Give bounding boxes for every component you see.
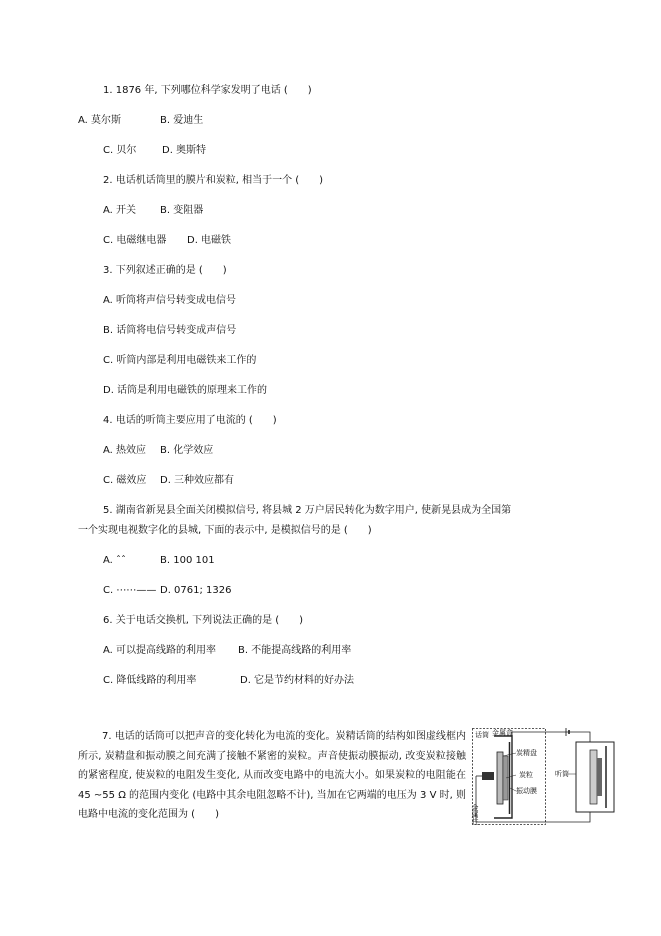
q6-option-d: D. 它是节约材料的好办法 — [240, 675, 355, 686]
label-huatong: 话筒 — [475, 731, 489, 739]
q1-option-b: B. 爱迪生 — [160, 115, 204, 126]
q6-stem: 6. 关于电话交换机, 下列说法正确的是 ( ) — [103, 615, 304, 626]
label-jinshuzhu: 金属柱 — [471, 804, 479, 825]
label-tanjingpan: 炭精盘 — [516, 749, 537, 757]
carbon-granules — [503, 756, 508, 800]
q5-option-b: B. 100 101 — [160, 555, 215, 566]
q4-option-b: B. 化学效应 — [160, 445, 214, 456]
q3-stem: 3. 下列叙述正确的是 ( ) — [103, 265, 227, 276]
q3-option-a: A. 听筒将声信号转变成电信号 — [103, 295, 237, 306]
earpiece-coil — [597, 758, 602, 796]
q1-stem: 1. 1876 年, 下列哪位科学家发明了电话 ( ) — [103, 85, 312, 96]
q7-text: 7. 电话的话筒可以把声音的变化转化为电流的变化。炭精话筒的结构如图虚线框内所示, 炭精盘和振动膜之间充满了接触不紧密的炭粒。声音使振动膜振动, 改变炭粒接触的紧密程度, 使炭粒的电阻发生变化, 从而改变电路中的电流大小。如果炭粒的电阻能在 45 ~55 Ω 的范围内变化 (电路中其余电阻忽略不计), 当加在它两端的电压为 3 V 时, 则电路中电流的变化范围为 ( ) — [78, 731, 466, 820]
earpiece-magnet — [590, 750, 597, 804]
q2-option-b: B. 变阻器 — [160, 205, 204, 216]
q3-option-d: D. 话筒是利用电磁铁的原理来工作的 — [103, 385, 268, 396]
q6-option-b: B. 不能提高线路的利用率 — [238, 645, 352, 656]
q6-option-c: C. 降低线路的利用率 — [103, 675, 197, 686]
carbon-disc — [497, 752, 503, 804]
q1-option-a: A. 莫尔斯 — [78, 115, 122, 126]
q5-option-d: D. 0761; 1326 — [160, 585, 232, 596]
q5-stem-line2: 一个实现电视数字化的县城, 下面的表示中, 是模拟信号的是 ( ) — [78, 525, 372, 536]
label-tanli: 炭粒 — [519, 771, 533, 779]
label-tingtong: 听筒 — [555, 770, 569, 778]
q6-option-a: A. 可以提高线路的利用率 — [103, 645, 217, 656]
q4-option-d: D. 三种效应都有 — [160, 475, 235, 486]
q5-stem-line1: 5. 湖南省新晃县全面关闭模拟信号, 将县城 2 万户居民转化为数字用户, 使新晃县成为全国第 — [103, 505, 512, 516]
q2-option-a: A. 开关 — [103, 205, 137, 216]
q5-option-c: C. ⋯⋯—— — [103, 585, 157, 596]
q1-option-c: C. 贝尔 — [103, 145, 137, 156]
q5-option-a: A. ˆˆ — [103, 555, 127, 566]
circuit-wire-top — [512, 732, 590, 742]
q4-stem: 4. 电话的听筒主要应用了电流的 ( ) — [103, 415, 277, 426]
q2-option-c: C. 电磁继电器 — [103, 235, 167, 246]
q4-option-a: A. 热效应 — [103, 445, 147, 456]
metal-post — [482, 772, 494, 780]
carbon-microphone-diagram — [472, 728, 627, 825]
label-zhendongmo: 振动膜 — [516, 787, 537, 795]
q2-stem: 2. 电话机话筒里的膜片和炭粒, 相当于一个 ( ) — [103, 175, 324, 186]
q3-option-c: C. 听筒内部是利用电磁铁来工作的 — [103, 355, 257, 366]
circuit-wire-bottom — [476, 776, 590, 822]
label-jinshuhe: 金属盒 — [492, 729, 513, 737]
q2-option-d: D. 电磁铁 — [187, 235, 232, 246]
q3-option-b: B. 话筒将电信号转变成声信号 — [103, 325, 237, 336]
q7-paragraph — [78, 727, 466, 825]
q1-option-d: D. 奥斯特 — [162, 145, 207, 156]
q4-option-c: C. 磁效应 — [103, 475, 147, 486]
